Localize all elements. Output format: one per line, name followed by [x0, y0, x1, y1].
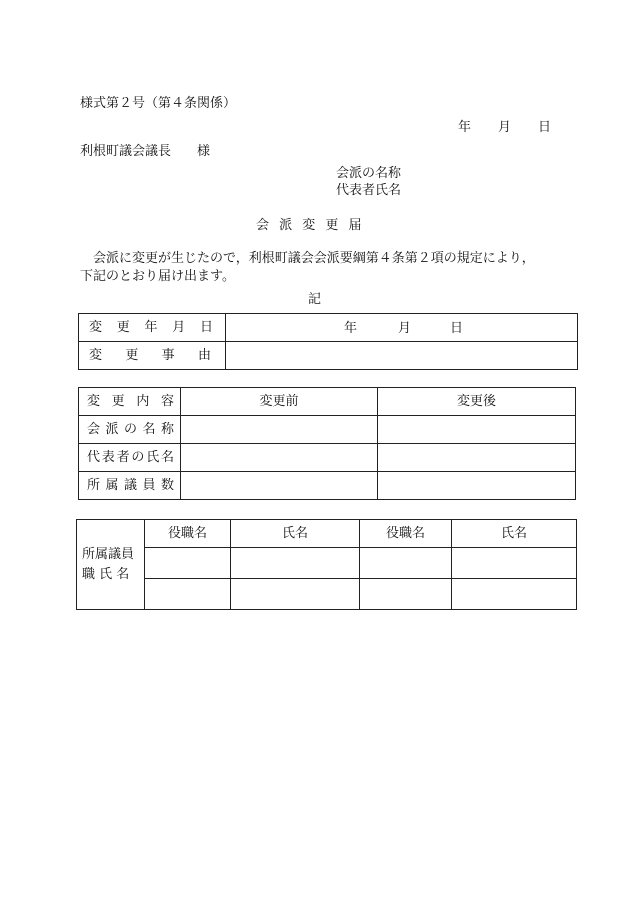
- position-field-r2c1[interactable]: [145, 579, 231, 610]
- change-date-field[interactable]: [226, 314, 578, 342]
- representative-row-label: 代表者の氏名: [79, 444, 181, 472]
- faction-name-before-field[interactable]: [181, 416, 378, 444]
- representative-label: 代表者氏名: [336, 183, 402, 198]
- before-change-header: 変更前: [181, 388, 378, 416]
- body-text-line1: 会派に変更が生じたので，利根町議会会派要綱第４条第２項の規定により，: [80, 251, 535, 266]
- members-table: [76, 519, 577, 610]
- change-date-year: 年: [344, 321, 358, 336]
- change-date-month: 月: [398, 321, 412, 336]
- date-day: 日: [538, 120, 552, 135]
- position-field-r1c1[interactable]: [145, 548, 231, 579]
- name-field-r1c2[interactable]: [452, 548, 577, 579]
- member-count-after-field[interactable]: [378, 472, 576, 500]
- form-number: 様式第２号（第４条関係）: [80, 96, 237, 111]
- representative-after-field[interactable]: [378, 444, 576, 472]
- faction-name-label: 会派の名称: [336, 166, 402, 181]
- change-content-header: 変更内容: [79, 388, 181, 416]
- position-field-r1c2[interactable]: [360, 548, 452, 579]
- change-date-table: [78, 313, 578, 370]
- faction-name-after-field[interactable]: [378, 416, 576, 444]
- change-content-table: [78, 387, 576, 500]
- name-field-r1c1[interactable]: [231, 548, 360, 579]
- representative-before-field[interactable]: [181, 444, 378, 472]
- change-reason-label: 変更事由: [79, 342, 226, 370]
- member-count-before-field[interactable]: [181, 472, 378, 500]
- change-date-day: 日: [450, 321, 464, 336]
- members-side-label: [77, 520, 145, 610]
- addressee: 利根町議会議長 様: [80, 144, 211, 159]
- date-year: 年: [458, 120, 472, 135]
- name-field-r2c2[interactable]: [452, 579, 577, 610]
- position-field-r2c2[interactable]: [360, 579, 452, 610]
- members-side-label-line2: 職 氏 名: [82, 566, 130, 582]
- body-text-line2: 下記のとおり届け出ます。: [80, 269, 235, 284]
- member-count-row-label: 所属議員数: [79, 472, 181, 500]
- name-field-r2c1[interactable]: [231, 579, 360, 610]
- position-header-2: 役職名: [360, 520, 452, 548]
- date-month: 月: [498, 120, 512, 135]
- after-change-header: 変更後: [378, 388, 576, 416]
- document-title: 会 派 変 更 届: [256, 218, 365, 233]
- record-heading: 記: [308, 292, 322, 307]
- members-side-label-line1: 所属議員: [82, 546, 135, 562]
- name-header-1: 氏名: [231, 520, 360, 548]
- faction-name-row-label: 会派の名称: [79, 416, 181, 444]
- position-header-1: 役職名: [145, 520, 231, 548]
- change-date-label: 変更年月日: [79, 314, 226, 342]
- name-header-2: 氏名: [452, 520, 577, 548]
- change-reason-field[interactable]: [226, 342, 578, 370]
